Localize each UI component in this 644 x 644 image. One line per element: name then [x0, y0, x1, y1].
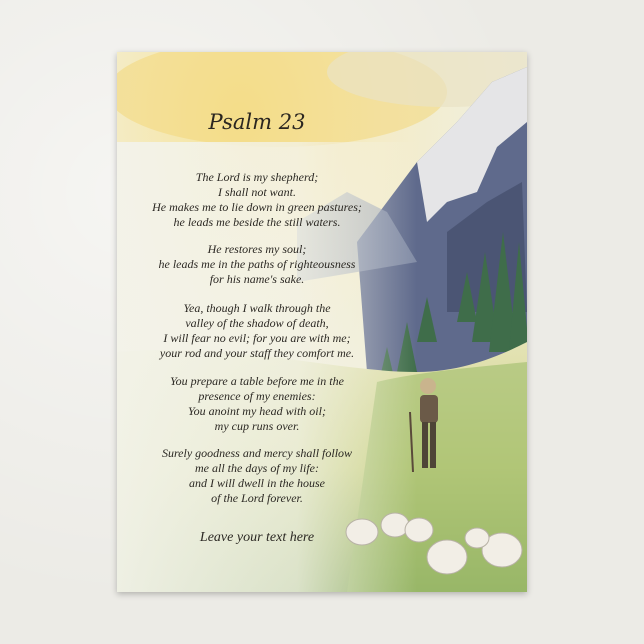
poem-line: for his name's sake. — [209, 272, 305, 286]
stanza-4 — [117, 374, 397, 434]
poem-line: my cup runs over. — [214, 419, 300, 433]
poem-line: he leads me in the paths of righteousness — [158, 257, 356, 271]
poem-line: He restores my soul; — [207, 242, 307, 256]
stanza-3 — [117, 301, 397, 361]
stanza-1 — [117, 170, 397, 230]
poem-line: I shall not want. — [217, 185, 296, 199]
poem-line: presence of my enemies: — [198, 389, 316, 403]
poem-line: The Lord is my shepherd; — [195, 170, 319, 184]
stanza-5 — [117, 446, 397, 506]
poem-line: I will fear no evil; for you are with me; — [163, 331, 351, 345]
poem-line: valley of the shadow of death, — [185, 316, 329, 330]
poem-line: He makes me to lie down in green pastures; — [152, 200, 362, 214]
poem-line: Yea, though I walk through the — [183, 301, 331, 315]
postcard — [117, 52, 527, 592]
custom-text-placeholder[interactable]: Leave your text here — [199, 530, 315, 545]
poem-line: of the Lord forever. — [211, 491, 303, 505]
stanza-2 — [117, 242, 397, 287]
poem-line: and I will dwell in the house — [189, 476, 325, 490]
poem-line: me all the days of my life: — [195, 461, 319, 475]
poem-line: Surely goodness and mercy shall follow — [161, 446, 353, 460]
poem-title: Psalm 23 — [208, 110, 306, 134]
poem-line: your rod and your staff they comfort me. — [159, 346, 355, 360]
poem-line: You prepare a table before me in the — [170, 374, 344, 388]
poem-line: he leads me beside the still waters. — [173, 215, 341, 229]
poem-line: You anoint my head with oil; — [188, 404, 326, 418]
